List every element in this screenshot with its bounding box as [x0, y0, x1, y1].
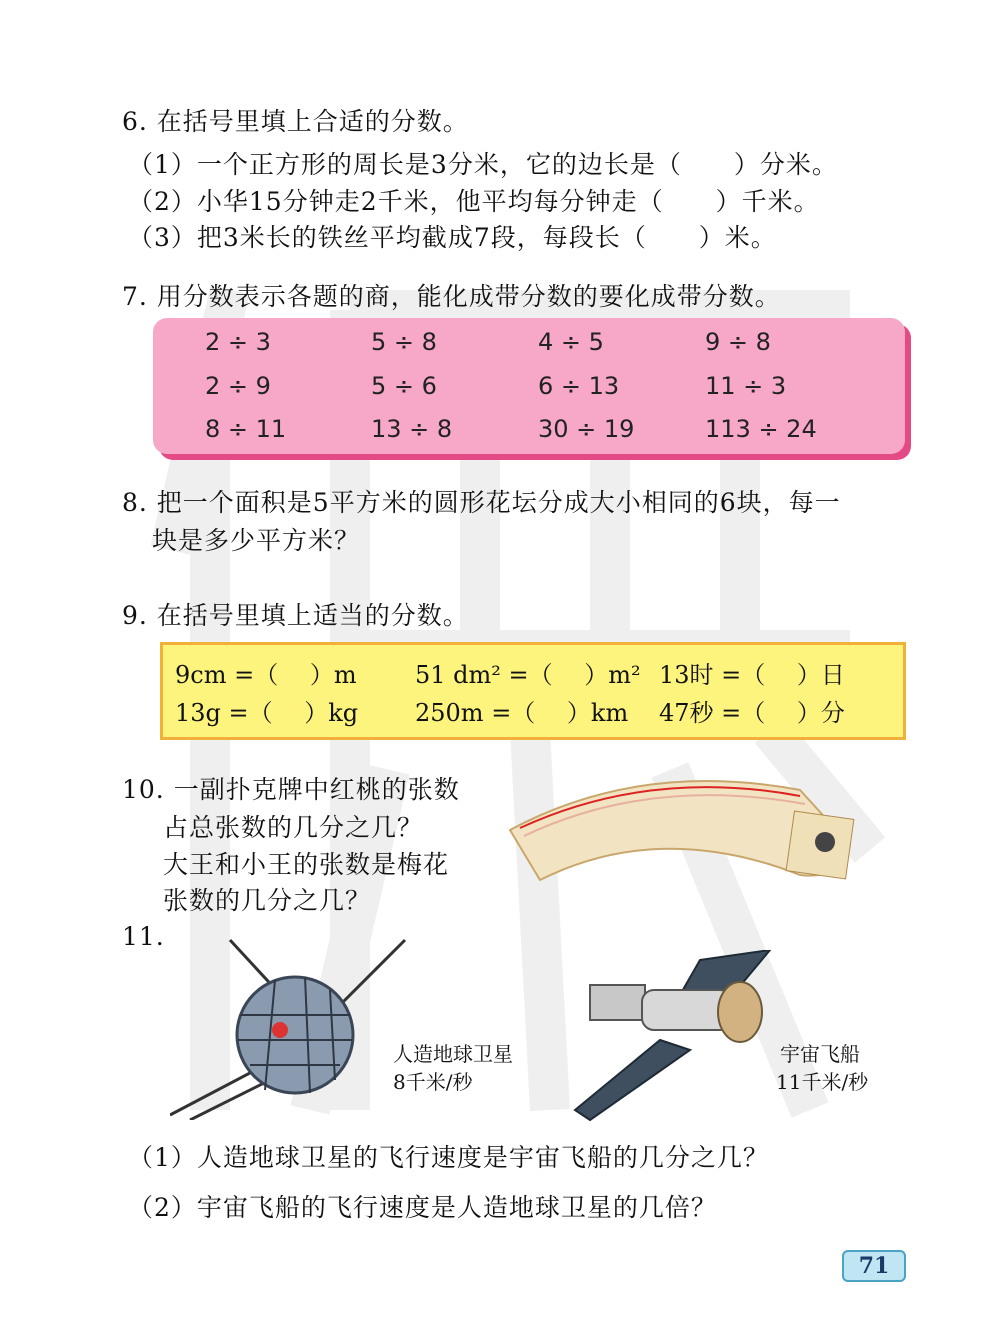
q11-item-1: （1）人造地球卫星的飞行速度是宇宙飞船的几分之几？	[128, 1143, 769, 1172]
division-expr: 2 ÷ 9	[205, 372, 271, 400]
division-expr: 30 ÷ 19	[538, 415, 635, 443]
ship-speed: 11千米/秒	[776, 1070, 869, 1094]
ship-name: 宇宙飞船	[780, 1042, 860, 1066]
satellite-illustration	[170, 935, 410, 1120]
division-expr: 5 ÷ 6	[371, 372, 437, 400]
division-expr: 13 ÷ 8	[371, 415, 453, 443]
division-expr: 2 ÷ 3	[205, 328, 271, 356]
conversion-item: 51 dm² =（ ）m²	[415, 661, 641, 689]
division-expr: 113 ÷ 24	[705, 415, 817, 443]
q9-conversion-box	[160, 642, 906, 740]
q10-line-4: 张数的几分之几？	[163, 886, 372, 915]
q10-line-1: 10. 一副扑克牌中红桃的张数	[122, 775, 460, 804]
q11-item-2: （2）宇宙飞船的飞行速度是人造地球卫星的几倍？	[128, 1193, 717, 1222]
q6-item-3: （3）把3米长的铁丝平均截成7段，每段长（ ）米。	[128, 223, 777, 252]
q9-title: 9. 在括号里填上适当的分数。	[122, 601, 469, 630]
division-expr: 8 ÷ 11	[205, 415, 287, 443]
q10-line-2: 占总张数的几分之几？	[163, 813, 424, 842]
conversion-item: 9cm =（ ）m	[175, 661, 357, 689]
playing-cards-illustration	[500, 770, 870, 890]
q7-division-box	[153, 318, 905, 454]
division-expr: 9 ÷ 8	[705, 328, 771, 356]
q7-title: 7. 用分数表示各题的商，能化成带分数的要化成带分数。	[122, 282, 781, 311]
conversion-item: 13g =（ ）kg	[175, 699, 359, 727]
conversion-item: 47秒 =（ ）分	[659, 699, 845, 727]
division-expr: 11 ÷ 3	[705, 372, 787, 400]
page-number: 71	[842, 1250, 906, 1282]
q10-line-3: 大王和小王的张数是梅花	[163, 850, 450, 879]
conversion-item: 13时 =（ ）日	[659, 661, 845, 689]
division-expr: 4 ÷ 5	[538, 328, 604, 356]
q6-title: 6. 在括号里填上合适的分数。	[122, 107, 469, 136]
division-expr: 6 ÷ 13	[538, 372, 620, 400]
q6-item-1: （1）一个正方形的周长是3分米，它的边长是（ ）分米。	[128, 150, 838, 179]
q6-item-2: （2）小华15分钟走2千米，他平均每分钟走（ ）千米。	[128, 187, 820, 216]
q8-line-1: 8. 把一个面积是5平方米的圆形花坛分成大小相同的6块，每一	[122, 488, 841, 517]
q8-line-2: 块是多少平方米？	[152, 526, 361, 555]
q11-number: 11.	[122, 922, 165, 951]
satellite-speed: 8千米/秒	[393, 1070, 473, 1094]
conversion-item: 250m =（ ）km	[415, 699, 629, 727]
division-expr: 5 ÷ 8	[371, 328, 437, 356]
spaceship-illustration	[570, 950, 780, 1125]
satellite-name: 人造地球卫星	[393, 1042, 513, 1066]
